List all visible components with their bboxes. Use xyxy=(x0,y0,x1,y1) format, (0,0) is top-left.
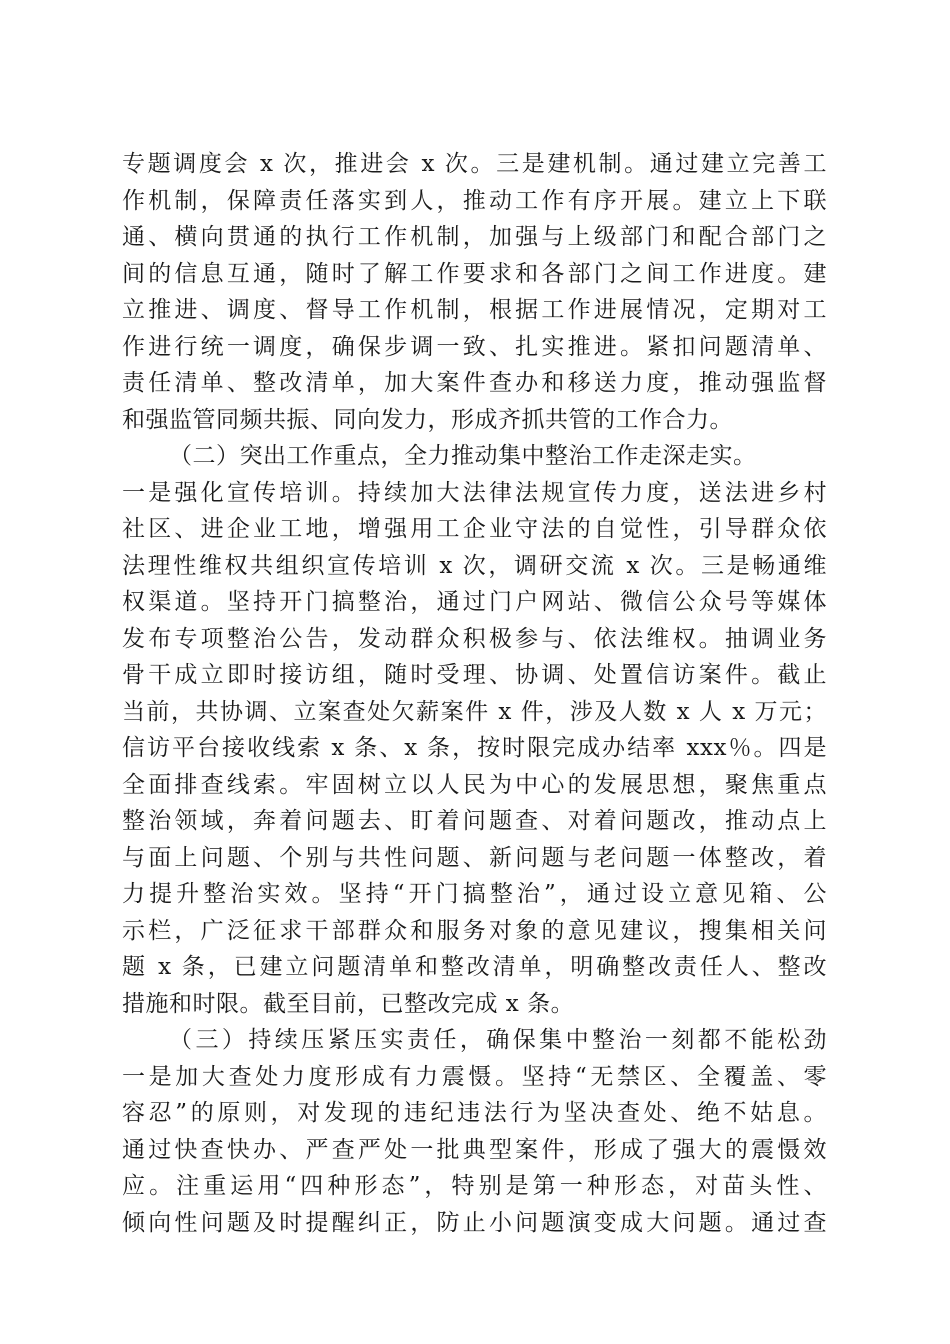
body-text-line: 与面上问题、个别与共性问题、新问题与老问题一体整改，着 xyxy=(122,844,827,871)
body-text-line: 责任清单、整改清单，加大案件查办和移送力度，推动强监督 xyxy=(122,370,827,396)
body-text-line: 信访平台接收线索 x 条、x 条，按时限完成办结率 xxx％。四是 xyxy=(122,735,827,761)
body-text-line: 专题调度会 x 次，推进会 x 次。三是建机制。通过建立完善工 xyxy=(122,151,827,177)
body-text-line: 一是加大查处力度形成有力震慑。坚持“无禁区、全覆盖、零 xyxy=(122,1063,827,1090)
body-text-line: 整治领域，奔着问题去、盯着问题查、对着问题改，推动点上 xyxy=(122,808,827,834)
body-text-line: 发布专项整治公告，发动群众积极参与、依法维权。抽调业务 xyxy=(122,625,827,652)
body-text-line: 措施和时限。截至目前，已整改完成 x 条。 xyxy=(122,990,575,1017)
body-text-line: 法理性维权共组织宣传培训 x 次，调研交流 x 次。三是畅通维 xyxy=(122,552,827,579)
document-page xyxy=(122,146,827,1236)
body-text-line: 倾向性问题及时提醒纠正，防止小问题演变成大问题。通过查 xyxy=(122,1209,827,1236)
body-text-line: 通过快查快办、严查严处一批典型案件，形成了强大的震慑效 xyxy=(122,1136,827,1163)
body-text-line: 权渠道。坚持开门搞整治，通过门户网站、微信公众号等媒体 xyxy=(122,589,827,615)
paragraph-heading-line: （三）持续压紧压实责任，确保集中整治一刻都不能松劲 xyxy=(169,1027,827,1053)
body-text-line: 社区、进企业工地，增强用工企业守法的自觉性，引导群众依 xyxy=(122,516,827,542)
body-text-line: 容忍”的原则，对发现的违纪违法行为坚决查处、绝不姑息。 xyxy=(122,1100,827,1126)
body-text-line: 间的信息互通，随时了解工作要求和各部门之间工作进度。建 xyxy=(122,260,827,287)
body-text-line: 力提升整治实效。坚持“开门搞整治”，通过设立意见箱、公 xyxy=(122,881,827,907)
body-text-line: 作机制，保障责任落实到人，推动工作有序开展。建立上下联 xyxy=(122,187,827,214)
body-text-line: 作进行统一调度，确保步调一致、扎实推进。紧扣问题清单、 xyxy=(122,333,827,360)
body-text-line: 骨干成立即时接访组，随时受理、协调、处置信访案件。截止 xyxy=(122,662,827,688)
body-text-line: 和强监管同频共振、同向发力，形成齐抓共管的工作合力。 xyxy=(122,406,733,433)
body-text-line: 立推进、调度、督导工作机制，根据工作进展情况，定期对工 xyxy=(122,297,827,323)
body-text-line: 全面排查线索。牢固树立以人民为中心的发展思想，聚焦重点 xyxy=(122,771,827,798)
body-text-line: 应。注重运用“四种形态”，特别是第一种形态，对苗头性、 xyxy=(122,1173,827,1199)
body-text-line: 通、横向贯通的执行工作机制，加强与上级部门和配合部门之 xyxy=(122,224,827,250)
paragraph-heading-line: （二）突出工作重点，全力推动集中整治工作走深走实。 xyxy=(169,443,757,469)
body-text-line: 题 x 条，已建立问题清单和整改清单，明确整改责任人、整改 xyxy=(122,954,827,980)
body-text-line: 示栏，广泛征求干部群众和服务对象的意见建议，搜集相关问 xyxy=(122,917,827,944)
body-text-line: 一是强化宣传培训。持续加大法律法规宣传力度，送法进乡村 xyxy=(122,479,827,506)
body-text-line: 当前，共协调、立案查处欠薪案件 x 件，涉及人数 x 人 x 万元； xyxy=(122,698,827,725)
